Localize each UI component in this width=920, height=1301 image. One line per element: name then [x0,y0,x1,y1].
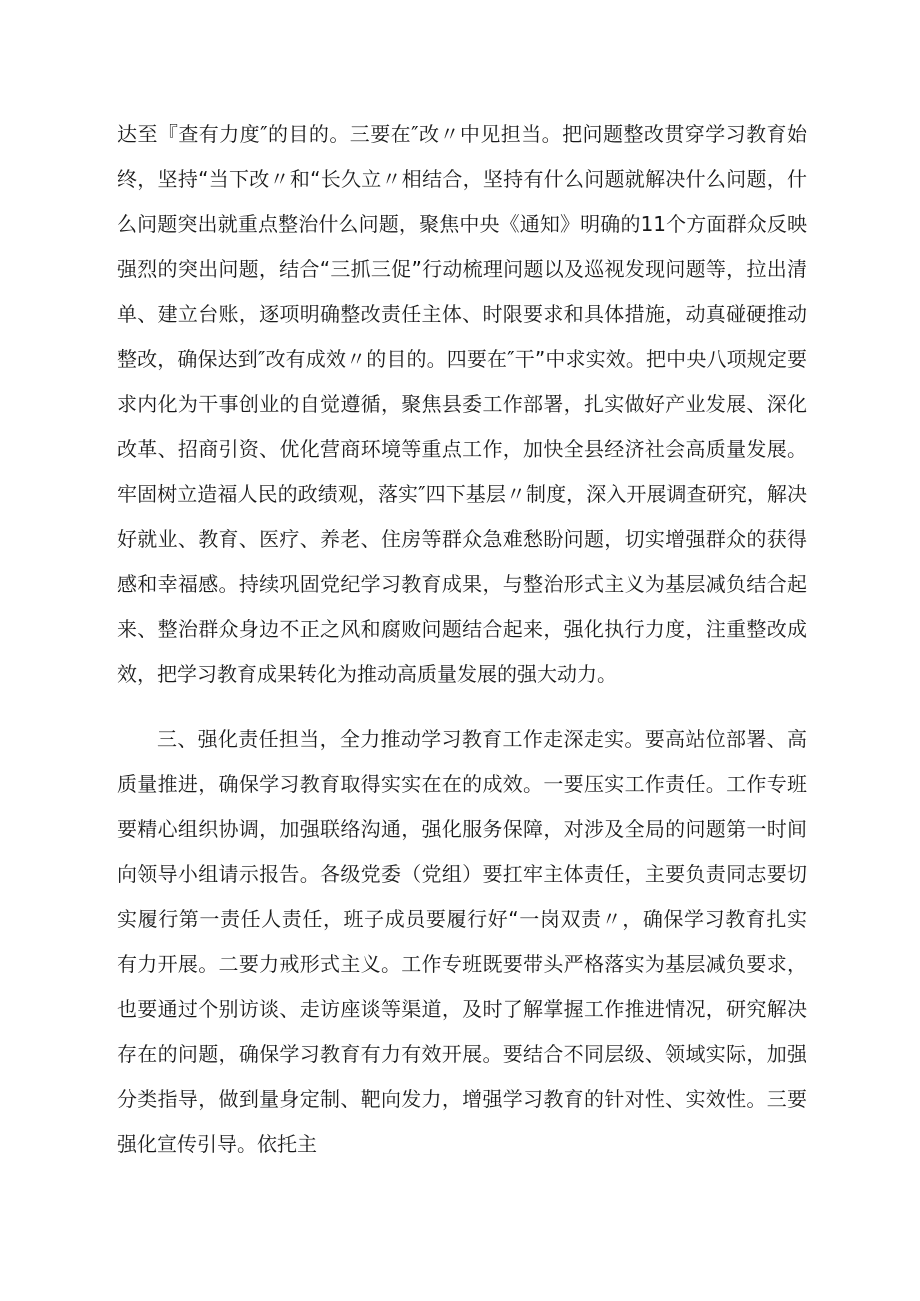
paragraph-continuation: 达至『查有力度″的目的。三要在″改〃中见担当。把问题整改贯穿学习教育始终，坚持“当下改〃和“长久立〃相结合，坚持有什么问题就解决什么问题，什么问题突出就重点整治什么问题，聚焦中央《通知》明确的11个方面群众反映强烈的突出问题，结合“三抓三促”行动梳理问题以及巡视发现问题等，拉出清单、建立台账，逐项明确整改责任主体、时限要求和具体措施，动真碰硬推动整改，确保达到″改有成效〃的目的。四要在″干”中求实效。把中央八项规定要求内化为干事创业的自觉遵循，聚焦县委工作部署，扎实做好产业发展、深化改革、招商引资、优化营商环境等重点工作，加快全县经济社会高质量发展。牢固树立造福人民的政绩观，落实″四下基层〃制度，深入开展调查研究，解决好就业、教育、医疗、养老、住房等群众急难愁盼问题，切实增强群众的获得感和幸福感。持续巩固党纪学习教育成果，与整治形式主义为基层减负结合起来、整治群众身边不正之风和腐败问题结合起来，强化执行力度，注重整改成效，把学习教育成果转化为推动高质量发展的强大动力。 [117,122,807,686]
document-body [117,112,807,1187]
paragraph-section-three: 三、强化责任担当，全力推动学习教育工作走深走实。要高站位部署、高质量推进，确保学习教育取得实实在在的成效。一要压实工作责任。工作专班要精心组织协调，加强联络沟通，强化服务保障，对涉及全局的问题第一时间向领导小组请示报告。各级党委（党组）要扛牢主体责任，主要负责同志要切实履行第一责任人责任，班子成员要履行好“一岗双责〃，确保学习教育扎实有力开展。二要力戒形式主义。工作专班既要带头严格落实为基层减负要求，也要通过个别访谈、走访座谈等渠道，及时了解掌握工作推进情况，研究解决存在的问题，确保学习教育有力有效开展。要结合不同层级、领域实际，加强分类指导，做到量身定制、靶向发力，增强学习教育的针对性、实效性。三要强化宣传引导。依托主 [117,727,807,1156]
